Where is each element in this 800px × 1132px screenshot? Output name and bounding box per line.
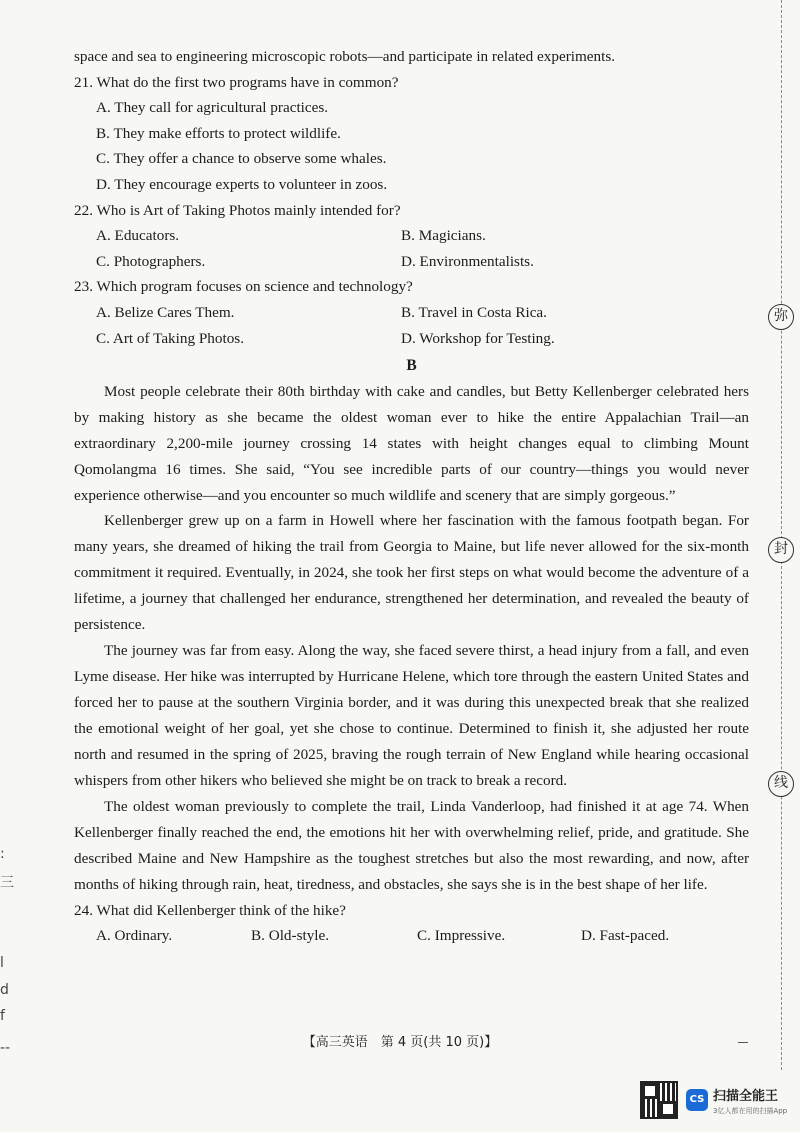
question-23-options-row-2 (74, 326, 749, 352)
question-21-stem: 21. What do the first two programs have in common? (74, 73, 399, 91)
question-22-options-row-1 (74, 223, 749, 249)
qr-code-icon (640, 1081, 678, 1119)
question-21-option-b: B. They make efforts to protect wildlife. (96, 124, 341, 142)
passage-paragraph: The oldest woman previously to complete the trail, Linda Vanderloop, had finished it at age 74. When Kellenberger finally reached the end, the emotions hit her with overwhelming relief, pride, and gratitude. She described Maine and New Hampshire as the toughest stretches but also the most rewarding, and now, after months of hiking through rain, heat, tiredness, and obstacles, she says she is in the best shape of her life. (74, 797, 749, 893)
left-edge-mark: 三 (0, 875, 14, 891)
main-content (74, 44, 749, 949)
scanner-title: 扫描全能王 (713, 1088, 779, 1104)
question-22-options-row-2 (74, 249, 749, 275)
page-footer: 【高三英语 第 4 页(共 10 页)】 (302, 1035, 498, 1050)
binding-dashed-line (781, 0, 782, 1070)
passage-paragraph: The journey was far from easy. Along the way, she faced severe thirst, a head injury from a fall, and even Lyme disease. Her hike was interrupted by Hurricane Helene, which tore through the eastern United States and forced her to pause at the southern Virginia border, and it was during this unexpected break that she realized the emotional weight of her goal, yet she chose to continue. Determined to finish it, she adjusted her route north and resumed in the spring of 2025, braving the rough terrain of New England while hearing occasional whispers from other hikers who believed she might be on track to break a record. (74, 642, 749, 790)
question-23-option-d: D. Workshop for Testing. (401, 329, 555, 347)
question-24-option-d: D. Fast-paced. (581, 927, 670, 945)
question-22-option-c: C. Photographers. (96, 252, 206, 270)
scanner-watermark (640, 1080, 787, 1120)
question-23-option-c: C. Art of Taking Photos. (96, 329, 245, 347)
question-24-option-b: B. Old-style. (251, 927, 330, 945)
left-edge-mark: d (0, 982, 9, 998)
scanner-text (713, 1085, 787, 1116)
question-23-options-row-1 (74, 300, 749, 326)
binding-char-feng: 封 (768, 537, 794, 563)
question-22-option-a: A. Educators. (96, 227, 180, 245)
question-21-option-c: C. They offer a chance to observe some whales. (96, 150, 387, 168)
scanner-subtitle: 3亿人都在用的扫描App (713, 1106, 788, 1115)
question-23-option-b: B. Travel in Costa Rica. (401, 303, 547, 321)
footer-dash (738, 1042, 748, 1043)
question-23-option-a: A. Belize Cares Them. (96, 303, 235, 321)
question-21-option-d: D. They encourage experts to volunteer in zoos. (96, 175, 388, 193)
passage-paragraph: Kellenberger grew up on a farm in Howell where her fascination with the famous footpath began. For many years, she dreamed of hiking the trail from Georgia to Maine, but life never allowed for the six-month commitment it required. Eventually, in 2024, she took her first steps on what would become the adventure of a lifetime, a journey that challenged her endurance, strengthened her determination, and revealed the beauty of persistence. (74, 512, 749, 634)
passage-paragraph: Most people celebrate their 80th birthday with cake and candles, but Betty Kellenberger celebrated hers by making history as she became the oldest woman ever to hike the entire Appalachian Trail—an extraordinary 2,200-mile journey crossing 14 states with height changes equal to climbing Mount Qomolangma 16 times. She said, “You see incredible parts of our country—things you would never experience otherwise—and you encounter so much wildlife and scenery that are simply gorgeous.” (74, 382, 749, 504)
section-heading-b: B (406, 357, 417, 375)
question-23-stem: 23. Which program focuses on science and technology? (74, 278, 413, 296)
question-22-option-b: B. Magicians. (401, 227, 486, 245)
question-24-option-c: C. Impressive. (417, 927, 506, 945)
left-edge-mark: l (0, 955, 4, 971)
question-22-option-d: D. Environmentalists. (401, 252, 534, 270)
left-edge-mark: -- (0, 1040, 11, 1056)
camscanner-logo-icon: CS (686, 1089, 708, 1111)
question-22-stem: 22. Who is Art of Taking Photos mainly intended for? (74, 201, 401, 219)
question-21-option-a: A. They call for agricultural practices. (96, 99, 329, 117)
question-24-options-row (74, 923, 749, 949)
intro-line: space and sea to engineering microscopic robots—and participate in related experiments. (74, 48, 616, 65)
left-edge-mark: : (0, 846, 5, 862)
left-edge-mark: f (0, 1008, 5, 1024)
binding-char-mi: 弥 (768, 304, 794, 330)
question-24-stem: 24. What did Kellenberger think of the hike? (74, 901, 346, 919)
question-24-option-a: A. Ordinary. (96, 927, 173, 945)
binding-char-xian: 线 (768, 771, 794, 797)
